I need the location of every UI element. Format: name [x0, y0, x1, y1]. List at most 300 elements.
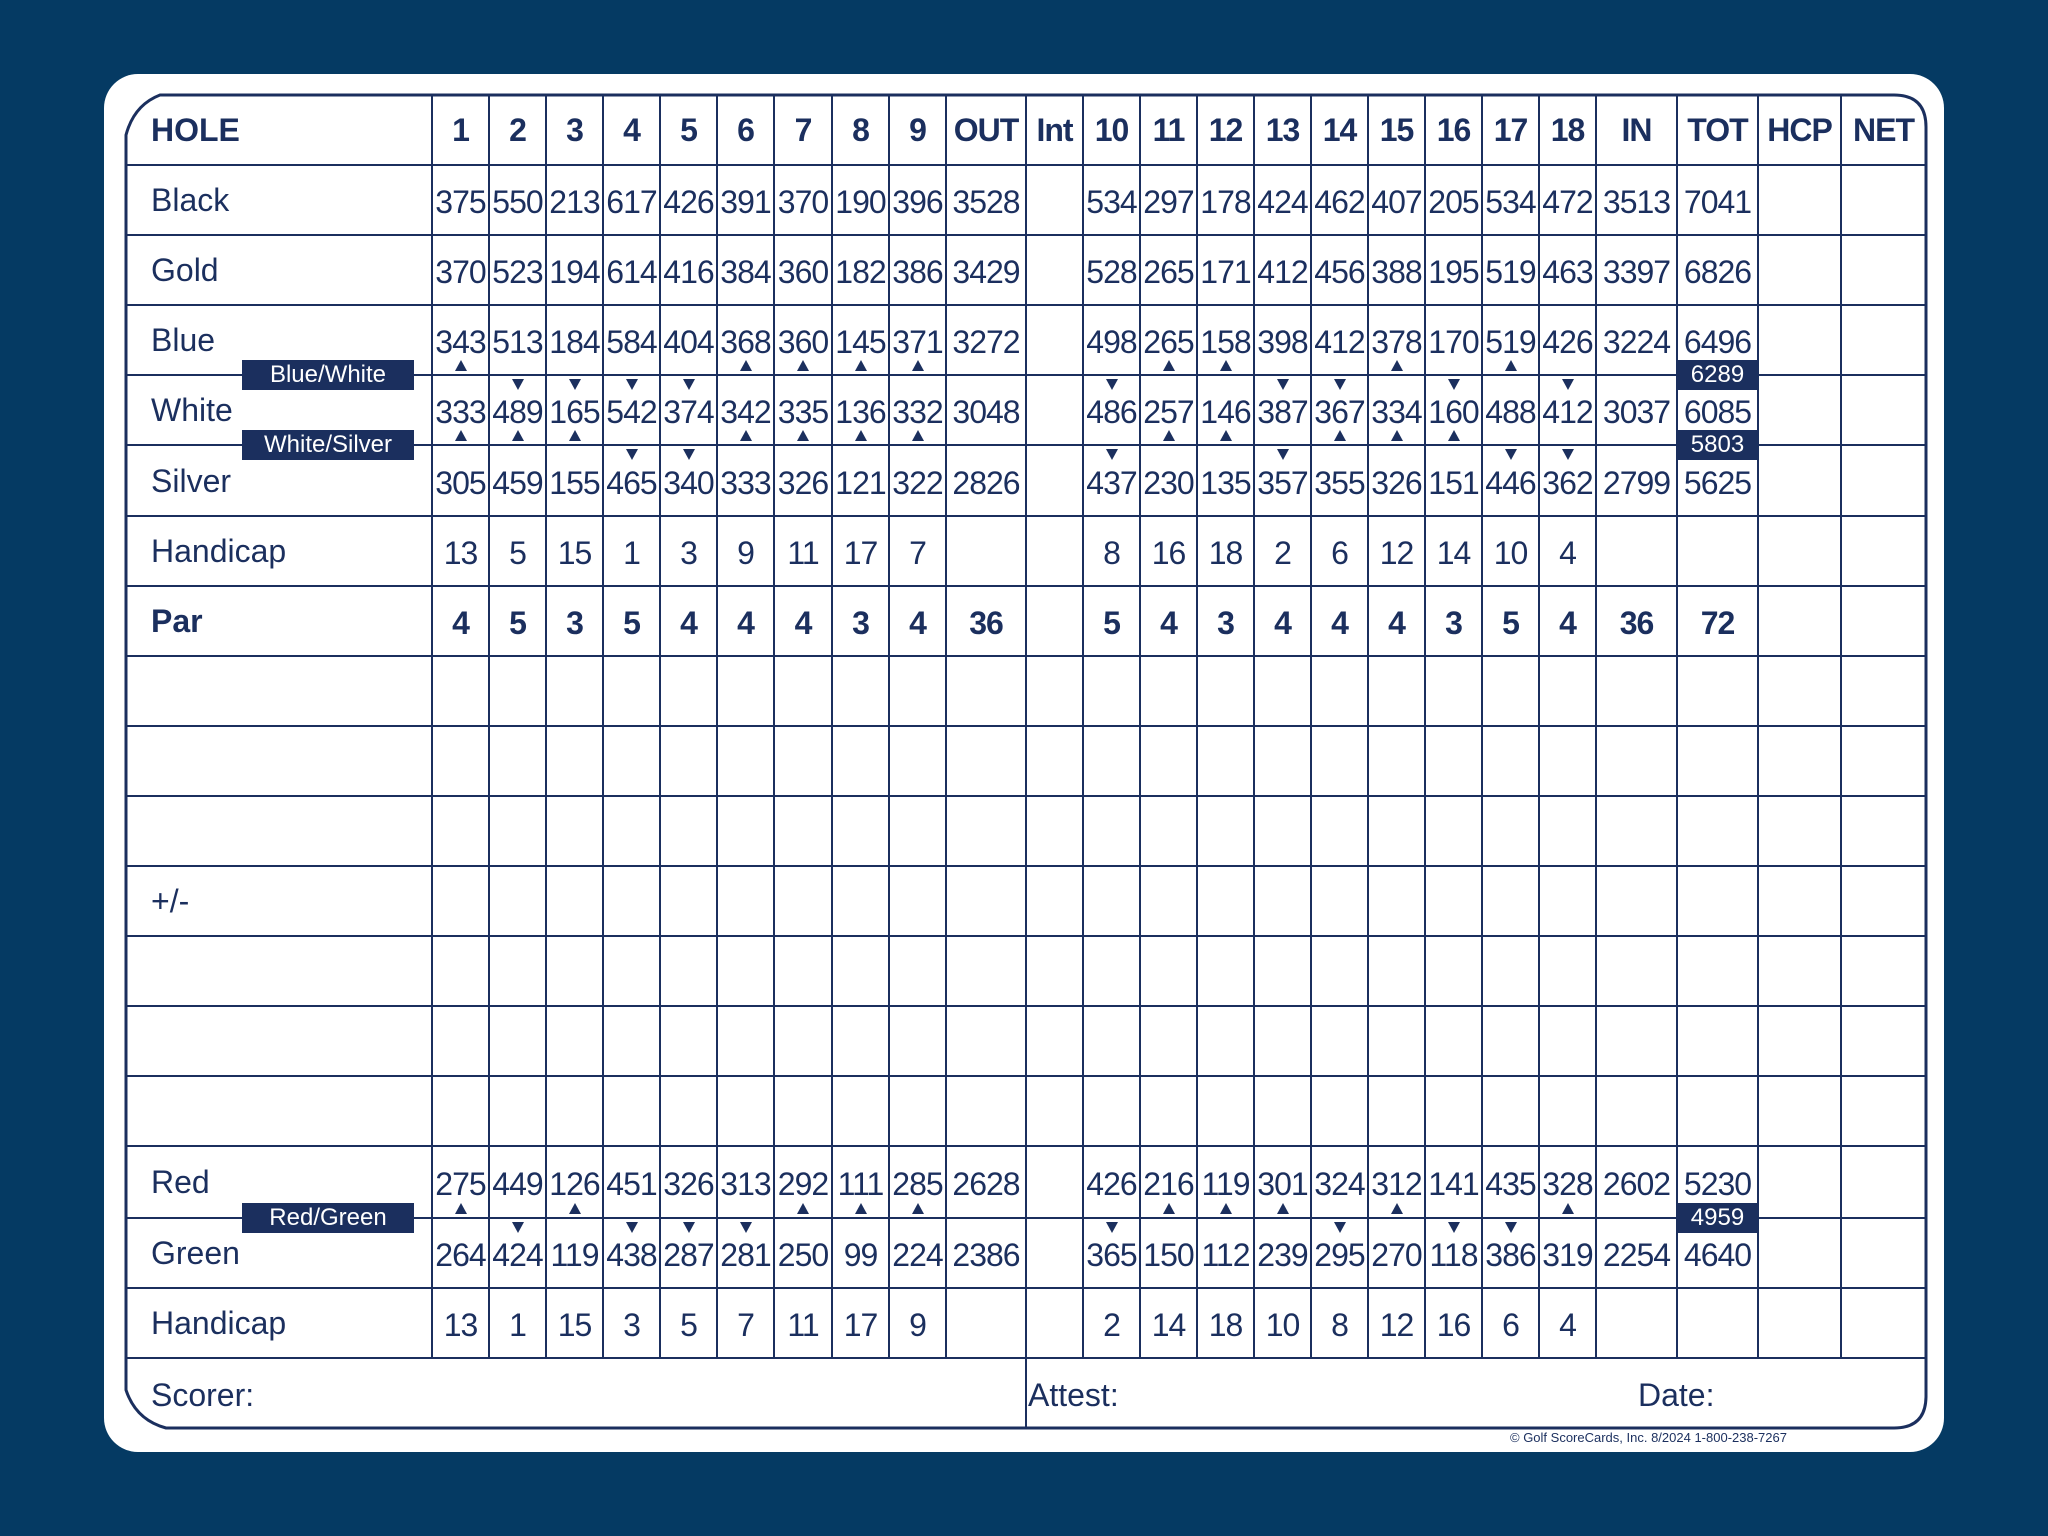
score-cell: 386: [1485, 1237, 1536, 1273]
score-cell: 194: [549, 254, 600, 290]
tee-marker-icon: [1505, 360, 1517, 371]
score-cell: 398: [1257, 324, 1308, 360]
score-cell: 205: [1428, 184, 1479, 220]
tee-marker-icon: [626, 1222, 638, 1233]
score-cell: 2: [1274, 535, 1291, 571]
score-cell: 5: [509, 605, 526, 641]
score-cell: 36: [969, 605, 1003, 641]
column-header: 17: [1493, 112, 1528, 148]
score-cell: 15: [557, 1307, 592, 1343]
score-cell: 370: [435, 254, 486, 290]
score-cell: 362: [1542, 464, 1593, 501]
score-cell: 446: [1485, 464, 1536, 501]
score-cell: 360: [777, 324, 829, 360]
tee-marker-icon: [626, 379, 638, 390]
score-cell: 13: [443, 535, 478, 571]
copyright-notice: © Golf ScoreCards, Inc. 8/2024 1-800-238-7267: [1510, 1430, 1787, 1445]
score-cell: 1: [623, 535, 640, 571]
column-header: NET: [1853, 112, 1914, 148]
score-cell: 451: [606, 1166, 657, 1202]
tee-marker-icon: [797, 1203, 809, 1214]
score-cell: 3272: [952, 324, 1020, 360]
score-cell: 170: [1428, 324, 1479, 360]
score-cell: 239: [1257, 1237, 1308, 1273]
score-cell: 155: [549, 464, 600, 501]
score-cell: 4: [1388, 605, 1405, 641]
score-cell: 3037: [1602, 394, 1671, 430]
score-cell: 2628: [952, 1166, 1020, 1202]
row-label: Handicap: [151, 533, 287, 569]
score-cell: 5: [509, 535, 526, 571]
score-cell: 456: [1314, 254, 1365, 290]
tee-marker-icon: [1277, 379, 1289, 390]
score-cell: 412: [1314, 324, 1365, 360]
tee-marker-icon: [569, 430, 581, 441]
score-cell: 297: [1143, 184, 1194, 220]
tee-marker-icon: [1106, 1222, 1118, 1233]
score-cell: 135: [1200, 464, 1251, 501]
score-cell: 459: [492, 464, 543, 501]
score-cell: 7: [737, 1307, 754, 1343]
tee-marker-icon: [569, 1203, 581, 1214]
score-cell: 5: [680, 1307, 697, 1343]
score-cell: 335: [777, 394, 829, 430]
score-cell: 437: [1086, 464, 1137, 501]
score-cell: 472: [1542, 184, 1593, 220]
tee-marker-icon: [1220, 430, 1232, 441]
tee-marker-icon: [797, 360, 809, 371]
score-cell: 371: [892, 324, 943, 360]
score-cell: 265: [1143, 324, 1194, 360]
tee-marker-icon: [1106, 379, 1118, 390]
score-cell: 326: [777, 464, 829, 501]
tee-marker-icon: [1562, 1203, 1574, 1214]
score-cell: 519: [1485, 254, 1536, 290]
score-cell: 2602: [1602, 1166, 1671, 1202]
score-cell: 6496: [1683, 324, 1752, 360]
score-cell: 5230: [1683, 1166, 1752, 1202]
column-header: IN: [1621, 112, 1652, 148]
score-cell: 617: [606, 184, 657, 220]
score-cell: 342: [720, 394, 771, 430]
score-cell: 9: [909, 1307, 926, 1343]
combo-tee-label: White/Silver: [242, 430, 414, 460]
score-cell: 18: [1208, 1307, 1243, 1343]
score-cell: 486: [1086, 394, 1137, 430]
score-cell: 305: [435, 464, 486, 501]
row-label: Par: [151, 603, 203, 639]
score-cell: 4: [737, 605, 754, 641]
tee-marker-icon: [740, 360, 752, 371]
score-cell: 141: [1428, 1166, 1479, 1202]
tee-marker-icon: [1391, 430, 1403, 441]
score-cell: 3: [1217, 605, 1234, 641]
column-header: 14: [1322, 112, 1357, 148]
score-cell: 195: [1428, 254, 1479, 290]
score-cell: 165: [549, 394, 600, 430]
score-cell: 72: [1700, 605, 1735, 641]
tee-marker-icon: [912, 1203, 924, 1214]
row-label: White: [151, 392, 233, 428]
score-cell: 488: [1485, 394, 1536, 430]
column-header: 10: [1094, 112, 1129, 148]
score-cell: 426: [1542, 324, 1593, 360]
score-cell: 388: [1371, 254, 1422, 290]
score-cell: 7041: [1683, 184, 1752, 220]
score-cell: 13: [443, 1307, 478, 1343]
tee-marker-icon: [912, 360, 924, 371]
score-cell: 374: [663, 394, 714, 430]
score-cell: 285: [892, 1166, 943, 1202]
column-header: 9: [909, 112, 926, 148]
score-cell: 387: [1257, 394, 1308, 430]
score-cell: 6: [1502, 1307, 1519, 1343]
score-cell: 326: [663, 1166, 714, 1202]
score-cell: 614: [606, 254, 657, 290]
column-header: 1: [452, 112, 469, 148]
score-cell: 18: [1208, 535, 1243, 571]
tee-marker-icon: [855, 1203, 867, 1214]
column-header: 15: [1379, 112, 1414, 148]
tee-marker-icon: [512, 1222, 524, 1233]
date-label: Date:: [1638, 1377, 1715, 1413]
score-cell: 4: [794, 605, 812, 641]
score-cell: 463: [1542, 254, 1593, 290]
tee-marker-icon: [1334, 430, 1346, 441]
tee-marker-icon: [512, 430, 524, 441]
row-label: Green: [151, 1235, 240, 1271]
score-cell: 312: [1371, 1166, 1422, 1202]
score-cell: 126: [549, 1166, 600, 1202]
tee-marker-icon: [683, 449, 695, 460]
score-cell: 178: [1200, 184, 1251, 220]
column-header: 13: [1265, 112, 1300, 148]
column-header: Int: [1036, 112, 1073, 148]
tee-marker-icon: [1448, 430, 1460, 441]
score-cell: 333: [435, 394, 486, 430]
score-cell: 396: [892, 184, 943, 220]
score-cell: 190: [835, 184, 886, 220]
score-cell: 6: [1331, 535, 1348, 571]
score-cell: 6826: [1683, 254, 1752, 290]
score-cell: 10: [1493, 535, 1528, 571]
column-header: 6: [737, 112, 754, 148]
score-cell: 4: [680, 605, 697, 641]
score-cell: 322: [892, 464, 943, 501]
score-cell: 386: [892, 254, 943, 290]
score-cell: 121: [835, 464, 886, 501]
score-cell: 2826: [952, 464, 1020, 501]
tee-marker-icon: [1220, 1203, 1232, 1214]
score-cell: 391: [720, 184, 771, 220]
score-cell: 3048: [952, 394, 1020, 430]
score-cell: 9: [737, 535, 754, 571]
combo-tee-label: Blue/White: [242, 360, 414, 390]
attest-label: Attest:: [1028, 1377, 1119, 1413]
score-cell: 119: [550, 1237, 599, 1273]
column-header: OUT: [953, 112, 1019, 148]
column-header: 4: [623, 112, 640, 148]
score-cell: 264: [435, 1237, 486, 1273]
combo-tee-label: Red/Green: [242, 1203, 414, 1233]
score-cell: 313: [720, 1166, 771, 1202]
score-cell: 3528: [952, 184, 1020, 220]
tee-marker-icon: [455, 430, 467, 441]
score-cell: 17: [843, 1307, 878, 1343]
score-cell: 12: [1379, 535, 1414, 571]
score-cell: 3: [1445, 605, 1462, 641]
tee-marker-icon: [512, 379, 524, 390]
score-cell: 16: [1436, 1307, 1471, 1343]
tee-marker-icon: [1505, 449, 1517, 460]
score-cell: 182: [835, 254, 886, 290]
combo-tee-total: 6289: [1677, 360, 1758, 390]
tee-marker-icon: [1163, 1203, 1175, 1214]
score-cell: 360: [777, 254, 829, 290]
score-cell: 292: [777, 1166, 829, 1202]
score-cell: 151: [1428, 464, 1479, 501]
score-cell: 257: [1143, 394, 1194, 430]
score-cell: 158: [1200, 324, 1251, 360]
column-header: 5: [680, 112, 697, 148]
score-cell: 324: [1314, 1166, 1365, 1202]
score-cell: 3397: [1602, 254, 1671, 290]
score-cell: 136: [835, 394, 886, 430]
row-label: Blue: [151, 322, 216, 358]
score-cell: 412: [1542, 394, 1593, 430]
score-cell: 10: [1265, 1307, 1300, 1343]
score-cell: 2: [1103, 1307, 1120, 1343]
score-cell: 1: [509, 1307, 526, 1343]
score-cell: 534: [1086, 184, 1137, 220]
row-label: Gold: [151, 252, 219, 288]
score-cell: 332: [892, 394, 943, 430]
score-cell: 4: [1274, 605, 1291, 641]
score-cell: 519: [1485, 324, 1536, 360]
score-cell: 333: [720, 464, 771, 501]
tee-marker-icon: [1448, 379, 1460, 390]
score-cell: 523: [492, 254, 543, 290]
score-cell: 334: [1371, 394, 1422, 430]
row-label: Red: [151, 1164, 210, 1200]
score-cell: 404: [663, 324, 714, 360]
column-header: 12: [1208, 112, 1243, 148]
tee-marker-icon: [1562, 449, 1574, 460]
score-cell: 216: [1143, 1166, 1194, 1202]
tee-marker-icon: [1163, 430, 1175, 441]
score-cell: 275: [435, 1166, 486, 1202]
score-cell: 281: [720, 1237, 771, 1273]
score-cell: 367: [1314, 394, 1365, 430]
combo-tee-total: 5803: [1677, 430, 1758, 460]
score-cell: 4: [909, 605, 926, 641]
tee-marker-icon: [1163, 360, 1175, 371]
tee-marker-icon: [683, 379, 695, 390]
score-cell: 8: [1103, 535, 1120, 571]
score-cell: 230: [1143, 464, 1194, 501]
tee-marker-icon: [626, 449, 638, 460]
score-cell: 449: [492, 1166, 543, 1202]
scorer-label: Scorer:: [151, 1377, 255, 1413]
score-cell: 15: [557, 535, 592, 571]
score-cell: 328: [1542, 1166, 1593, 1202]
score-cell: 426: [663, 184, 714, 220]
tee-marker-icon: [1220, 360, 1232, 371]
column-header: HCP: [1767, 112, 1832, 148]
score-cell: 224: [892, 1237, 943, 1273]
score-cell: 326: [1371, 464, 1422, 501]
tee-marker-icon: [1505, 1222, 1517, 1233]
score-cell: 11: [787, 1307, 819, 1343]
tee-marker-icon: [1334, 379, 1346, 390]
score-cell: 160: [1428, 394, 1479, 430]
score-cell: 250: [777, 1237, 829, 1273]
score-cell: 319: [1542, 1237, 1593, 1273]
score-cell: 534: [1485, 184, 1536, 220]
row-label: HOLE: [151, 112, 240, 148]
column-header: 18: [1550, 112, 1585, 148]
score-cell: 5: [623, 605, 640, 641]
tee-marker-icon: [912, 430, 924, 441]
score-cell: 513: [492, 324, 543, 360]
score-cell: 412: [1257, 254, 1308, 290]
score-cell: 4: [452, 605, 469, 641]
score-cell: 584: [606, 324, 657, 360]
score-cell: 4: [1559, 605, 1576, 641]
score-cell: 550: [492, 184, 543, 220]
tee-marker-icon: [1448, 1222, 1460, 1233]
tee-marker-icon: [1391, 360, 1403, 371]
tee-marker-icon: [1391, 1203, 1403, 1214]
score-cell: 301: [1257, 1166, 1308, 1202]
score-cell: 4: [1559, 1307, 1576, 1343]
score-cell: 6085: [1683, 394, 1752, 430]
score-cell: 184: [549, 324, 600, 360]
column-header: 3: [566, 112, 583, 148]
score-cell: 438: [606, 1237, 657, 1273]
score-cell: 7: [909, 535, 926, 571]
column-header: 11: [1152, 112, 1185, 148]
tee-marker-icon: [1334, 1222, 1346, 1233]
score-cell: 171: [1200, 254, 1251, 290]
score-cell: 462: [1314, 184, 1365, 220]
score-cell: 355: [1314, 464, 1365, 501]
score-cell: 3: [566, 605, 583, 641]
score-cell: 146: [1200, 394, 1251, 430]
score-cell: 3: [623, 1307, 640, 1343]
score-cell: 112: [1201, 1237, 1250, 1273]
score-cell: 5: [1502, 605, 1519, 641]
score-cell: 4640: [1683, 1237, 1752, 1273]
score-cell: 375: [435, 184, 486, 220]
score-cell: 4: [1331, 605, 1348, 641]
score-cell: 36: [1619, 605, 1654, 641]
tee-marker-icon: [740, 1222, 752, 1233]
score-cell: 5: [1103, 605, 1120, 641]
score-cell: 150: [1143, 1237, 1194, 1273]
tee-marker-icon: [855, 430, 867, 441]
score-cell: 542: [606, 394, 657, 430]
score-cell: 8: [1331, 1307, 1348, 1343]
score-cell: 14: [1151, 1307, 1186, 1343]
score-cell: 465: [606, 464, 657, 501]
score-cell: 365: [1086, 1237, 1137, 1273]
row-label: Silver: [151, 462, 232, 499]
score-cell: 4: [1559, 535, 1576, 571]
row-label: +/-: [151, 883, 190, 919]
score-cell: 378: [1371, 324, 1422, 360]
tee-marker-icon: [1106, 449, 1118, 460]
score-cell: 119: [1201, 1166, 1250, 1202]
score-cell: 17: [843, 535, 878, 571]
score-cell: 340: [663, 464, 714, 501]
score-cell: 3: [852, 605, 869, 641]
column-header: TOT: [1687, 112, 1748, 148]
tee-marker-icon: [455, 360, 467, 371]
column-header: 16: [1436, 112, 1471, 148]
column-header: 8: [852, 112, 869, 148]
score-cell: 424: [1257, 184, 1308, 220]
score-cell: 370: [777, 184, 829, 220]
tee-marker-icon: [683, 1222, 695, 1233]
score-cell: 2799: [1602, 464, 1671, 501]
score-cell: 3224: [1602, 324, 1671, 360]
score-cell: 99: [843, 1237, 878, 1273]
score-cell: 2386: [952, 1237, 1020, 1273]
score-cell: 368: [720, 324, 771, 360]
score-cell: 3429: [952, 254, 1020, 290]
score-cell: 3513: [1602, 184, 1671, 220]
score-cell: 16: [1151, 535, 1186, 571]
score-cell: 426: [1086, 1166, 1137, 1202]
score-cell: 270: [1371, 1237, 1422, 1273]
score-cell: 12: [1379, 1307, 1414, 1343]
column-header: 2: [509, 112, 526, 148]
tee-marker-icon: [797, 430, 809, 441]
score-cell: 2254: [1602, 1237, 1671, 1273]
tee-marker-icon: [1277, 1203, 1289, 1214]
score-cell: 11: [787, 535, 819, 571]
score-cell: 489: [492, 394, 543, 430]
score-cell: 416: [663, 254, 714, 290]
score-cell: 357: [1257, 464, 1308, 501]
score-cell: 3: [680, 535, 697, 571]
score-cell: 265: [1143, 254, 1194, 290]
row-label: Handicap: [151, 1305, 287, 1341]
score-cell: 424: [492, 1237, 543, 1273]
score-cell: 384: [720, 254, 771, 290]
score-cell: 343: [435, 324, 486, 360]
column-header: 7: [794, 112, 812, 148]
score-cell: 118: [1429, 1237, 1478, 1273]
tee-marker-icon: [1562, 379, 1574, 390]
score-cell: 528: [1086, 254, 1137, 290]
score-cell: 111: [837, 1166, 884, 1202]
score-cell: 14: [1436, 535, 1471, 571]
score-cell: 407: [1371, 184, 1422, 220]
score-cell: 295: [1314, 1237, 1365, 1273]
score-cell: 4: [1160, 605, 1177, 641]
score-cell: 498: [1086, 324, 1137, 360]
score-cell: 435: [1485, 1166, 1536, 1202]
combo-tee-total: 4959: [1677, 1203, 1758, 1233]
score-cell: 213: [549, 184, 600, 220]
score-cell: 145: [835, 324, 886, 360]
tee-marker-icon: [1277, 449, 1289, 460]
tee-marker-icon: [569, 379, 581, 390]
tee-marker-icon: [455, 1203, 467, 1214]
score-cell: 287: [663, 1237, 714, 1273]
